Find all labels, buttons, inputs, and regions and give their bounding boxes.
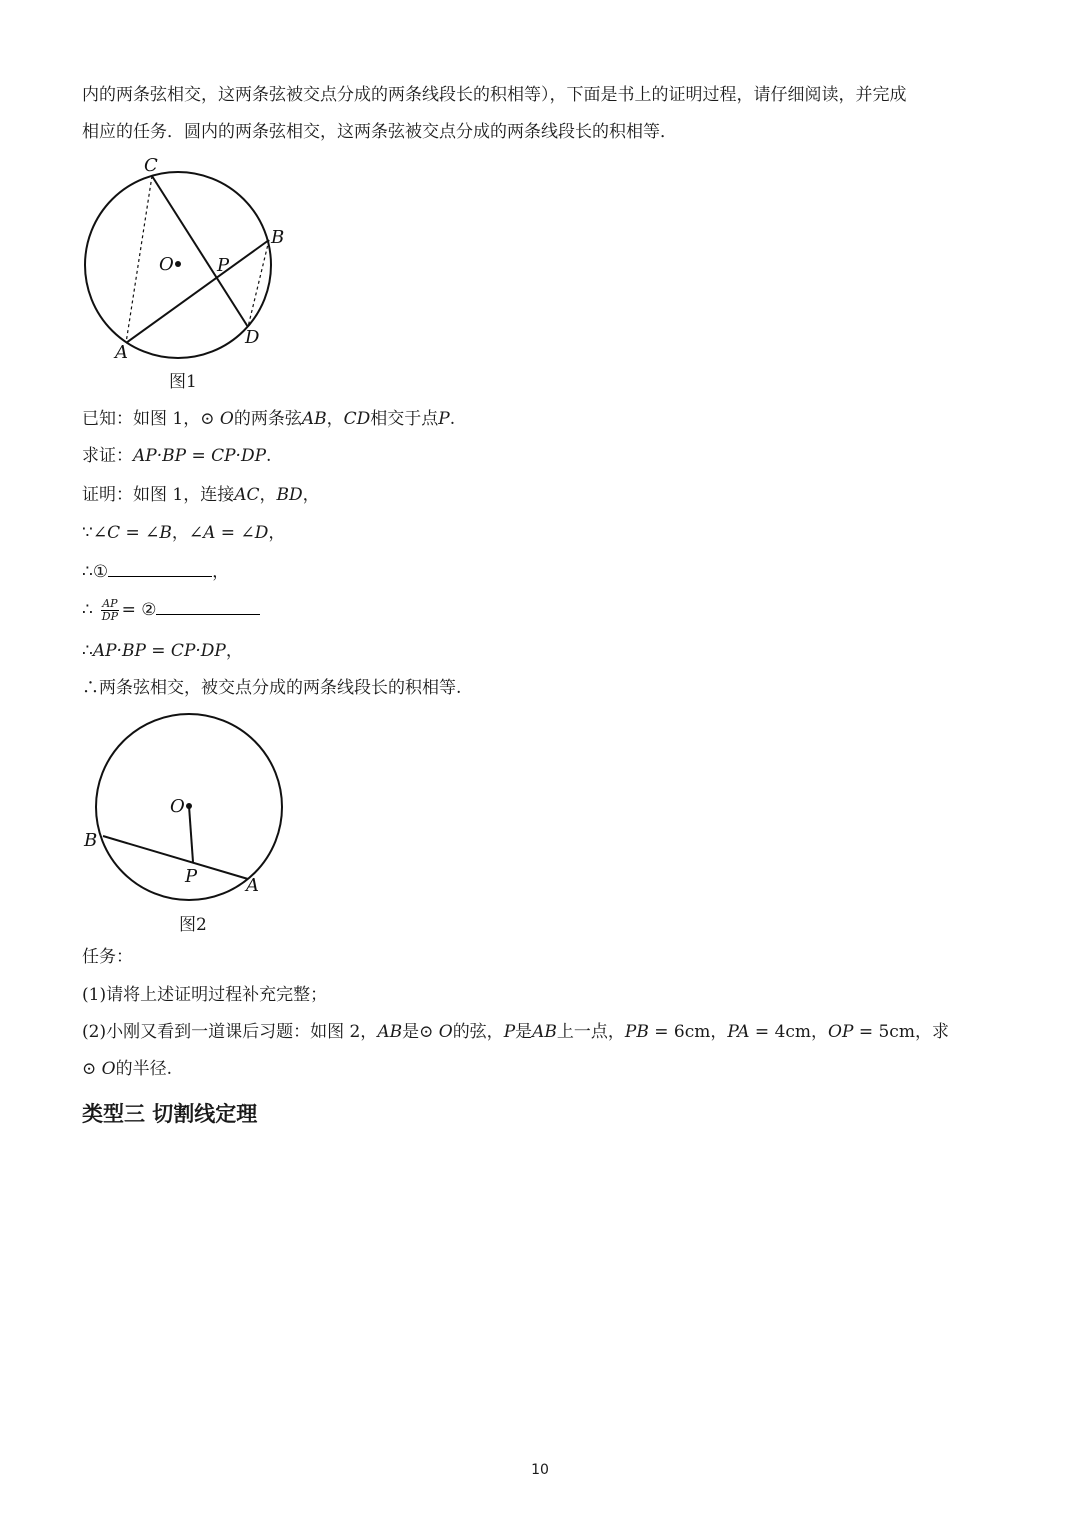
task2-op: OP (828, 1022, 854, 1042)
therefore-symbol: ∴ (82, 562, 93, 582)
given-end: . (449, 409, 456, 429)
step1-end: ， (212, 562, 230, 582)
proof-end: ， (302, 485, 320, 505)
task-1: (1)请将上述证明过程补充完整； (82, 985, 328, 1005)
fig1-dashed-ac (126, 176, 152, 343)
fraction-numerator: AP (102, 597, 118, 610)
task2-pb-val: = 6cm， (648, 1022, 728, 1042)
fig1-chord-cd (152, 176, 248, 327)
step2-line (82, 596, 260, 624)
step1-line (82, 560, 229, 583)
proof-segment-bd: BD (276, 485, 303, 505)
tasks-title: 任务： (82, 947, 133, 967)
fig1-label-d: D (245, 327, 260, 348)
intro-line-1: 内的两条弦相交，这两条弦被交点分成的两条线段长的积相等），下面是书上的证明过程，请仔细阅读，并完成 (82, 85, 907, 105)
given-suffix: 相交于点 (370, 409, 439, 429)
fig1-label-b: B (271, 227, 285, 248)
step3-end: ， (225, 641, 243, 661)
conclusion-line: ∴两条弦相交，被交点分成的两条线段长的积相等. (82, 678, 462, 698)
proof-line (82, 484, 320, 506)
step2-fraction (101, 598, 118, 623)
fig2-label-o: O (170, 796, 185, 817)
figure-1 (70, 150, 310, 370)
step2-equals: = ② (121, 600, 157, 620)
task-2-line-1 (82, 1021, 949, 1043)
step3-line (82, 640, 243, 662)
fig2-chord-ab (103, 836, 248, 879)
prove-end: . (266, 446, 272, 466)
task2-line2-o: O (101, 1059, 116, 1079)
prove-line (82, 445, 271, 467)
figure-2-caption: 图2 (179, 915, 207, 935)
because-sep: ， (171, 523, 189, 543)
task2-prefix: (2)小刚又看到一道课后习题：如图 2， (82, 1022, 378, 1042)
task2-line2-end: 的半径. (115, 1059, 172, 1079)
proof-segment-ac: AC (234, 485, 260, 505)
task2-circle: ⊙ (419, 1022, 434, 1042)
task2-on: 是 (515, 1022, 533, 1042)
task2-pa: PA (727, 1022, 750, 1042)
fig2-label-a: A (246, 875, 259, 896)
fig1-label-c: C (144, 155, 158, 176)
task2-chord: 的弦， (452, 1022, 504, 1042)
prove-equation: AP·BP = CP·DP (133, 446, 267, 466)
fig1-label-o: O (159, 254, 174, 275)
task2-o: O (438, 1022, 453, 1042)
fig1-label-a: A (115, 342, 128, 363)
fig1-center-dot (175, 261, 181, 267)
fig2-label-b: B (84, 830, 98, 851)
step2-blank[interactable] (156, 598, 260, 615)
step2-therefore: ∴ (82, 600, 93, 620)
step3-symbol: ∴ (82, 641, 93, 661)
proof-sep: ， (259, 485, 277, 505)
proof-prefix: 证明：如图 1，连接 (82, 485, 235, 505)
because-symbol: ∵ (82, 523, 93, 543)
because-angle-a-d: ∠A = ∠D (188, 523, 269, 543)
given-circle-o: O (219, 409, 234, 429)
task2-op-val: = 5cm，求 (853, 1022, 949, 1042)
given-point-p: P (438, 409, 450, 429)
task2-ab2: AB (532, 1022, 557, 1042)
fig2-center-dot (186, 803, 192, 809)
given-prefix: 已知：如图 1， (82, 409, 201, 429)
task2-ab: AB (377, 1022, 403, 1042)
step1-marker: ① (92, 562, 109, 582)
given-mid: 的两条弦 (233, 409, 302, 429)
because-line (82, 522, 285, 544)
task2-p: P (503, 1022, 516, 1042)
intro-line-2: 相应的任务．圆内的两条弦相交，这两条弦被交点分成的两条线段长的积相等． (82, 122, 677, 142)
given-chord-ab: AB (301, 409, 327, 429)
task2-point: 上一点， (556, 1022, 625, 1042)
fig1-label-p: P (217, 255, 230, 276)
task-2-line-2 (82, 1058, 172, 1080)
circle-symbol: ⊙ (200, 409, 215, 429)
fraction-denominator: DP (101, 610, 119, 623)
given-sep: ， (326, 409, 344, 429)
page-number: 10 (531, 1462, 549, 1478)
step3-equation: AP·BP = CP·DP (92, 641, 226, 661)
prove-prefix: 求证： (82, 446, 133, 466)
because-end: ， (268, 523, 286, 543)
figure-2 (78, 708, 298, 908)
fig2-segment-op (189, 806, 193, 862)
task2-pb: PB (624, 1022, 649, 1042)
section-heading: 类型三 切割线定理 (82, 1102, 258, 1126)
fig2-label-p: P (185, 866, 198, 887)
figure-1-caption: 图1 (169, 372, 197, 392)
because-angle-c-b: ∠C = ∠B (92, 523, 172, 543)
task2-pa-val: = 4cm， (749, 1022, 829, 1042)
given-line (82, 408, 455, 430)
task2-is: 是 (402, 1022, 420, 1042)
step1-blank[interactable] (108, 560, 212, 577)
given-chord-cd: CD (343, 409, 371, 429)
task2-line2-circle: ⊙ (82, 1059, 97, 1079)
